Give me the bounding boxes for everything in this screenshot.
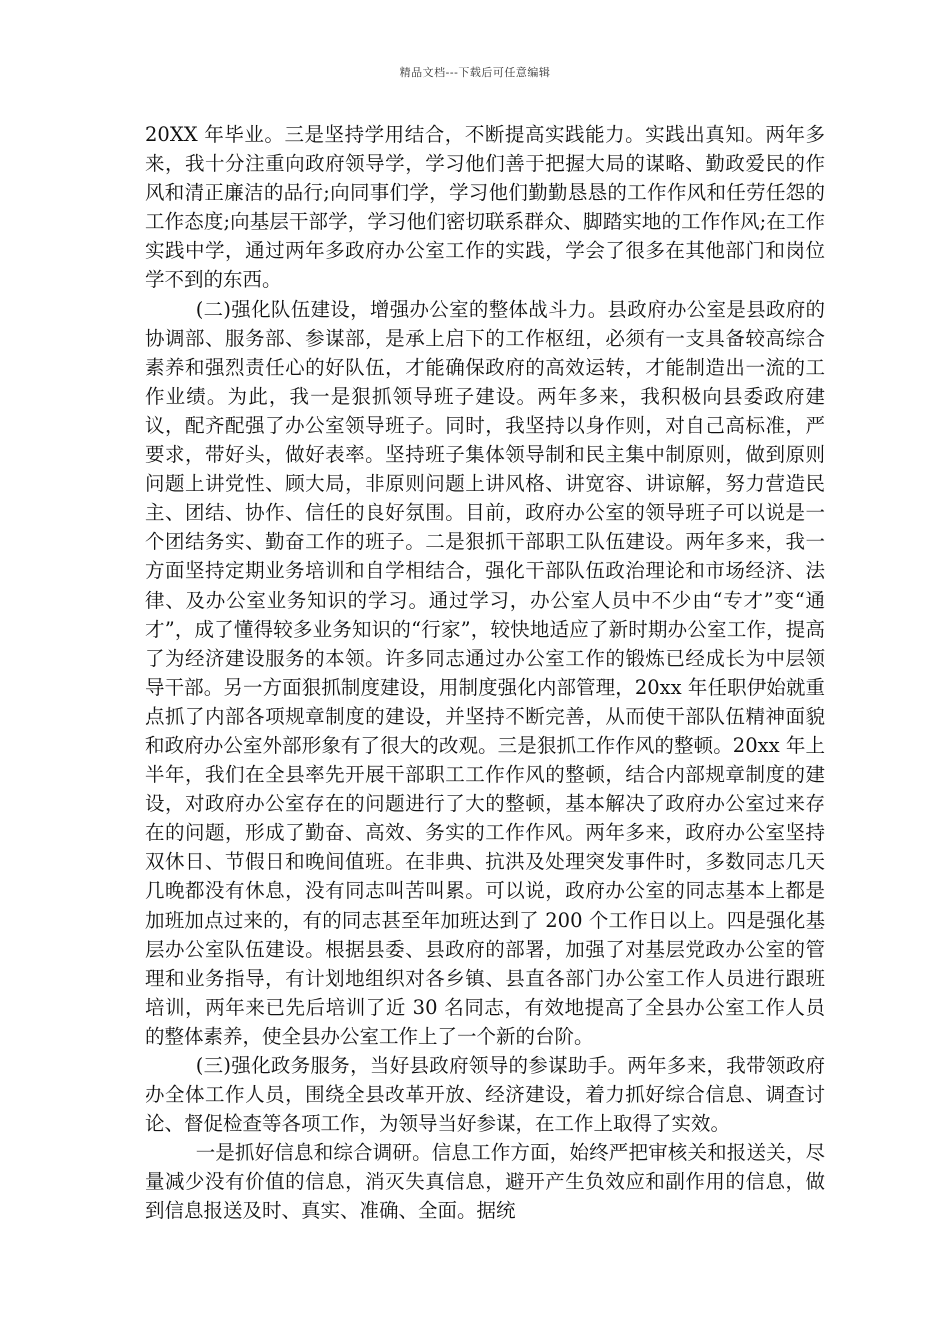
page-header: 精品文档---下载后可任意编辑 [399,66,551,79]
paragraph-3: (三)强化政务服务，当好县政府领导的参谋助手。两年多来，我带领政府办全体工作人员，围绕全县改革开放、经济建设，着力抓好综合信息、调查讨论、督促检查等各项工作，为领导当好参谋，在工作上取得了实效。 [145,1054,825,1136]
paragraph-2: (二)强化队伍建设，增强办公室的整体战斗力。县政府办公室是县政府的协调部、服务部、参谋部，是承上启下的工作枢纽，必须有一支具备较高综合素养和强烈责任心的好队伍，才能确保政府的高效运转，才能制造出一流的工作业绩。为此，我一是狠抓领导班子建设。两年多来，我积极向县委政府建议，配齐配强了办公室领导班子。同时，我坚持以身作则，对自己高标准，严要求，带好头，做好表率。坚持班子集体领导制和民主集中制原则，做到原则问题上讲党性、顾大局，非原则问题上讲风格、讲宽容、讲谅解，努力营造民主、团结、协作、信任的良好氛围。目前，政府办公室的领导班子可以说是一个团结务实、勤奋工作的班子。二是狠抓干部职工队伍建设。两年多来，我一方面坚持定期业务培训和自学相结合，强化干部队伍政治理论和市场经济、法律、及办公室业务知识的学习。通过学习，办公室人员中不少由“专才”变“通才”，成了懂得较多业务知识的“行家”，较快地适应了新时期办公室工作，提高了为经济建设服务的本领。许多同志通过办公室工作的锻炼已经成长为中层领导干部。另一方面狠抓制度建设，用制度强化内部管理，20xx 年任职伊始就重点抓了内部各项规章制度的建设，并坚持不断完善，从而使干部队伍精神面貌和政府办公室外部形象有了很大的改观。三是狠抓工作作风的整顿。20xx 年上半年，我们在全县率先开展干部职工工作作风的整顿，结合内部规章制度的建设，对政府办公室存在的问题进行了大的整顿，基本解决了政府办公室过来存在的问题，形成了勤奋、高效、务实的工作作风。两年多来，政府办公室坚持双休日、节假日和晚间值班。在非典、抗洪及处理突发事件时，多数同志几天几晚都没有休息，没有同志叫苦叫累。可以说，政府办公室的同志基本上都是加班加点过来的，有的同志甚至年加班达到了 200 个工作日以上。四是强化基层办公室队伍建设。根据县委、县政府的部署，加强了对基层党政办公室的管理和业务指导，有计划地组织对各乡镇、县直各部门办公室工作人员进行跟班培训，两年来已先后培训了近 30 名同志，有效地提高了全县办公室工作人员的整体素养，使全县办公室工作上了一个新的台阶。 [145,297,825,1048]
paragraph-1: 20XX 年毕业。三是坚持学用结合，不断提高实践能力。实践出真知。两年多来，我十分注重向政府领导学，学习他们善于把握大局的谋略、勤政爱民的作风和清正廉洁的品行;向同事们学，学习他们勤勤恳恳的工作作风和任劳任怨的工作态度;向基层干部学，学习他们密切联系群众、脚踏实地的工作作风;在工作实践中学，通过两年多政府办公室工作的实践，学会了很多在其他部门和岗位学不到的东西。 [145,123,825,292]
document-body [145,120,825,1226]
paragraph-4: 一是抓好信息和综合调研。信息工作方面，始终严把审核关和报送关，尽量减少没有价值的信息，消灭失真信息，避开产生负效应和副作用的信息，做到信息报送及时、真实、准确、全面。据统 [145,1141,825,1223]
